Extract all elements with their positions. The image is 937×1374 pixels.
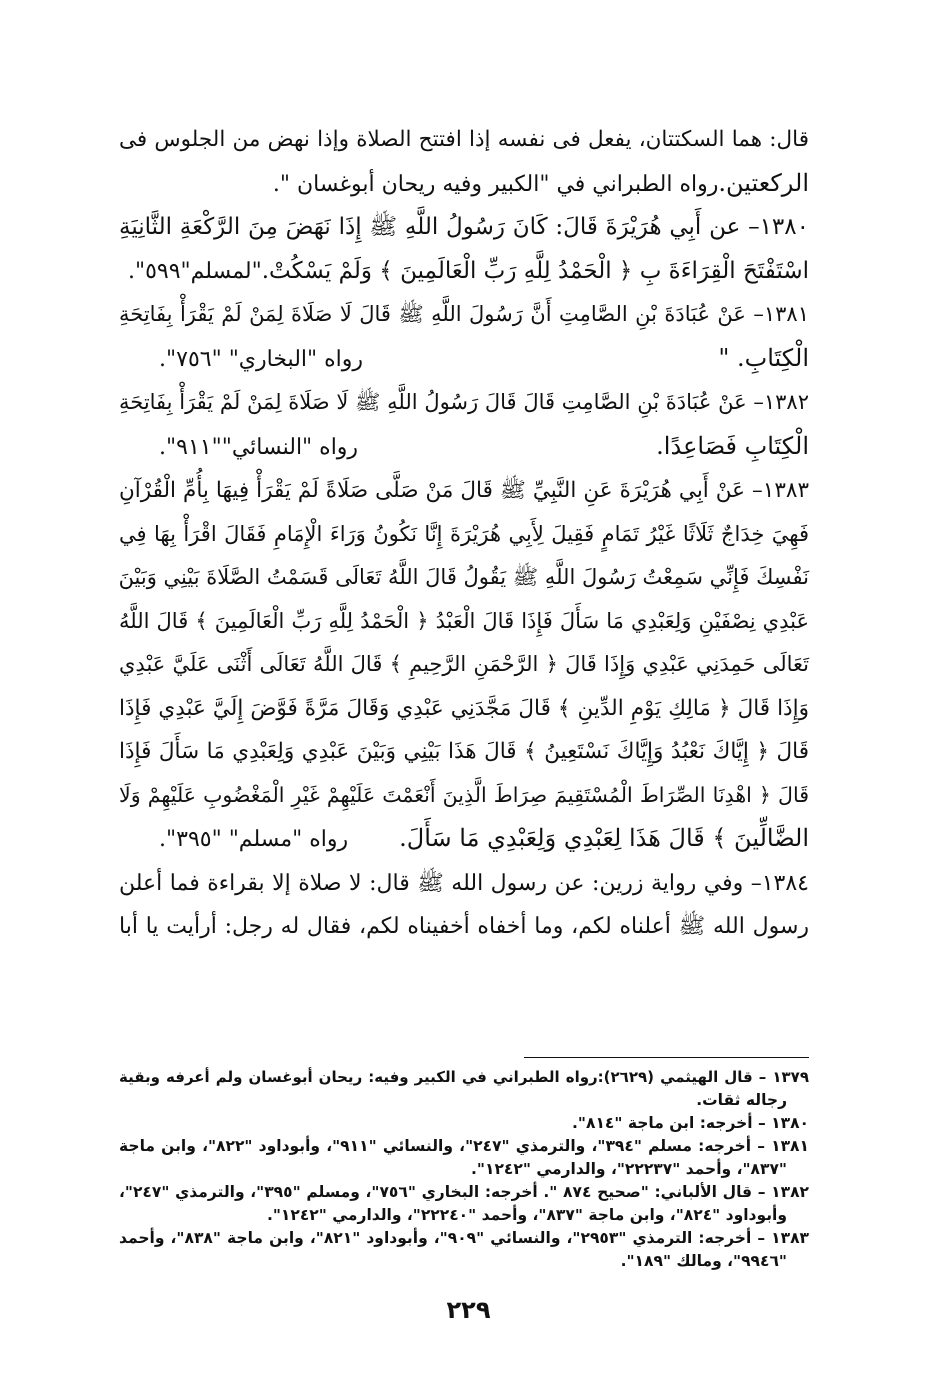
text-line: ١٣٨٤– وفي رواية زرين: عن رسول الله ﷺ قال: لا صلاة إلا بقراءة فما أعلن: [119, 870, 809, 896]
footnote-1381: [119, 1135, 809, 1181]
text-line: تَعَالَى حَمِدَنِي عَبْدِي وَإِذَا قَالَ ﴿ الرَّحْمَنِ الرَّحِيمِ ﴾ قَالَ اللَّهُ تَعَالَى أَثْنَى عَلَيَّ عَبْدِي: [119, 652, 809, 676]
hadith-1381: [119, 293, 809, 381]
text-line: ١٣٨٠– عن أَبِي هُرَيْرَةَ قَالَ: كَانَ رَسُولُ اللَّهِ ﷺ إِذَا نَهَضَ مِنَ الرَّكْعَةِ الثَّانِيَةِ: [119, 214, 809, 240]
footnote-line: ١٣٧٩ – قال الهيثمي (٢٦٢٩):رواه الطبراني في الكبير وفيه: ريحان أبوغسان ولم أعرفه وبقية: [119, 1068, 809, 1086]
text-line: الركعتين.: [718, 168, 809, 197]
source-citation: "لمسلم"٥٩٩".: [127, 258, 262, 284]
footnote-line: ١٣٨٢ – قال الألباني: "صحيح ٨٧٤ ". أخرجه: البخاري "٧٥٦"، ومسلم "٣٩٥"، والترمذي "٢٤٧"،: [119, 1183, 809, 1201]
footnote-line: "٨٣٧"، وأحمد "٢٢٢٣٧"، والدارمي "١٢٤٢".: [471, 1160, 787, 1178]
hadith-1380: [119, 206, 809, 293]
source-citation: رواه "البخاري" "٧٥٦".: [159, 346, 364, 372]
text-line: نَفْسِكَ فَإِنِّي سَمِعْتُ رَسُولَ اللَّهِ ﷺ يَقُولُ قَالَ اللَّهُ تَعَالَى قَسَمْتُ الصَّلَاةَ بَيْنِي وَبَيْنَ: [118, 565, 809, 589]
footnote-1382: [119, 1181, 809, 1227]
footnote-1379: [119, 1066, 809, 1112]
footnote-line: "٩٩٤٦"، ومالك "١٨٩".: [620, 1252, 787, 1270]
text-line: ١٣٨١– عَنْ عُبَادَةَ بْنِ الصَّامِتِ أَنَّ رَسُولَ اللَّهِ ﷺ قَالَ لَا صَلَاةَ لِمَنْ لَمْ يَقْرَأْ بِفَاتِحَةِ: [119, 302, 809, 326]
text-line: رسول الله ﷺ أعلناه لكم، وما أخفاه أخفيناه لكم، فقال له رجل: أرأيت يا أبا: [119, 914, 809, 939]
footnote-line: ١٣٨٣ – أخرجه: الترمذي "٢٩٥٣"، والنسائي "٩٠٩"، وأبوداود "٨٢١"، وابن ماجة "٨٣٨"، وأحمد: [119, 1229, 809, 1247]
footnote-line: ١٣٨٠ – أخرجه: ابن ماجة "٨١٤".: [572, 1114, 809, 1132]
text-line: الْكِتَابِ. ": [718, 343, 809, 372]
text-line: عَبْدِي نِصْفَيْنِ وَلِعَبْدِي مَا سَأَلَ فَإِذَا قَالَ الْعَبْدُ ﴿ الْحَمْدُ لِلَّهِ رَبِّ الْعَالَمِينَ ﴾ قَالَ اللَّهُ: [119, 608, 809, 633]
paragraph-intro: [119, 118, 809, 206]
text-line: وَإِذَا قَالَ ﴿ مَالِكِ يَوْمِ الدِّينِ ﴾ قَالَ مَجَّدَنِي عَبْدِي وَقَالَ مَرَّةً فَوَّضَ إِلَيَّ عَبْدِي فَإِذَا: [119, 695, 809, 721]
footnotes: [119, 1066, 809, 1273]
text-line: قَالَ ﴿ اهْدِنَا الصِّرَاطَ الْمُسْتَقِيمَ صِرَاطَ الَّذِينَ أَنْعَمْتَ عَلَيْهِمْ غَيْرِ الْمَغْضُوبِ عَلَيْهِمْ وَلَا: [119, 782, 809, 807]
source-citation: رواه "النسائي""٩١١".: [159, 434, 359, 460]
footnote-divider: [524, 1057, 809, 1058]
hadith-1382: [119, 381, 809, 469]
text-line: قال: هما السكتتان، يفعل فى نفسه إذا افتتح الصلاة وإذا نهض من الجلوس فى: [119, 127, 809, 152]
text-line: الْكِتَابِ فَصَاعِدًا.: [656, 431, 809, 460]
text-line: ١٣٨٣– عَنْ أَبِي هُرَيْرَةَ عَنِ النَّبِيِّ ﷺ قَالَ مَنْ صَلَّى صَلَاةً لَمْ يَقْرَأْ فِيهَا بِأُمِّ الْقُرْآنِ: [119, 478, 809, 503]
footnote-1380: [119, 1112, 809, 1135]
footnote-1383: [119, 1227, 809, 1273]
text-line: قَالَ ﴿ إِيَّاكَ نَعْبُدُ وَإِيَّاكَ نَسْتَعِينُ ﴾ قَالَ هَذَا بَيْنِي وَبَيْنَ عَبْدِي وَلِعَبْدِي مَا سَأَلَ فَإِذَا: [119, 739, 809, 764]
source-citation: رواه "مسلم" "٣٩٥".: [159, 827, 349, 852]
footnote-line: وأبوداود "٨٢٤"، وابن ماجة "٨٣٧"، وأحمد "٢٢٢٤٠"، والدارمي "١٢٤٢".: [266, 1206, 787, 1224]
hadith-1383: [119, 469, 809, 862]
hadith-1384: [119, 862, 809, 949]
footnote-line: رجاله ثقات.: [696, 1091, 787, 1109]
main-text: [119, 118, 809, 949]
text-line: الضَّالِّينَ ﴾ قَالَ هَذَا لِعَبْدِي وَلِعَبْدِي مَا سَأَلَ.: [399, 824, 809, 852]
page-number: ٢٢٩: [446, 1296, 491, 1324]
text-line: ١٣٨٢– عَنْ عُبَادَةَ بْنِ الصَّامِتِ قَالَ قَالَ رَسُولُ اللَّهِ ﷺ لَا صَلَاةَ لِمَنْ لَمْ يَقْرَأْ بِفَاتِحَةِ: [119, 390, 809, 414]
text-line: اسْتَفْتَحَ الْقِرَاءَةَ بِ ﴿ الْحَمْدُ لِلَّهِ رَبِّ الْعَالَمِينَ ﴾ وَلَمْ يَسْكُتْ.: [261, 257, 809, 284]
footnote-line: ١٣٨١ – أخرجه: مسلم "٣٩٤"، والترمذي "٢٤٧"، والنسائي "٩١١"، وأبوداود "٨٢٢"، وابن ماجة: [119, 1137, 809, 1155]
text-line: فَهِيَ خِدَاجٌ ثَلَاثًا غَيْرُ تَمَامٍ فَقِيلَ لِأَبِي هُرَيْرَةَ إِنَّا نَكُونُ وَرَاءَ الْإِمَامِ فَقَالَ اقْرَأْ بِهَا فِي: [119, 521, 809, 546]
source-citation: رواه الطبراني في "الكبير وفيه ريحان أبوغسان ".: [272, 171, 719, 197]
